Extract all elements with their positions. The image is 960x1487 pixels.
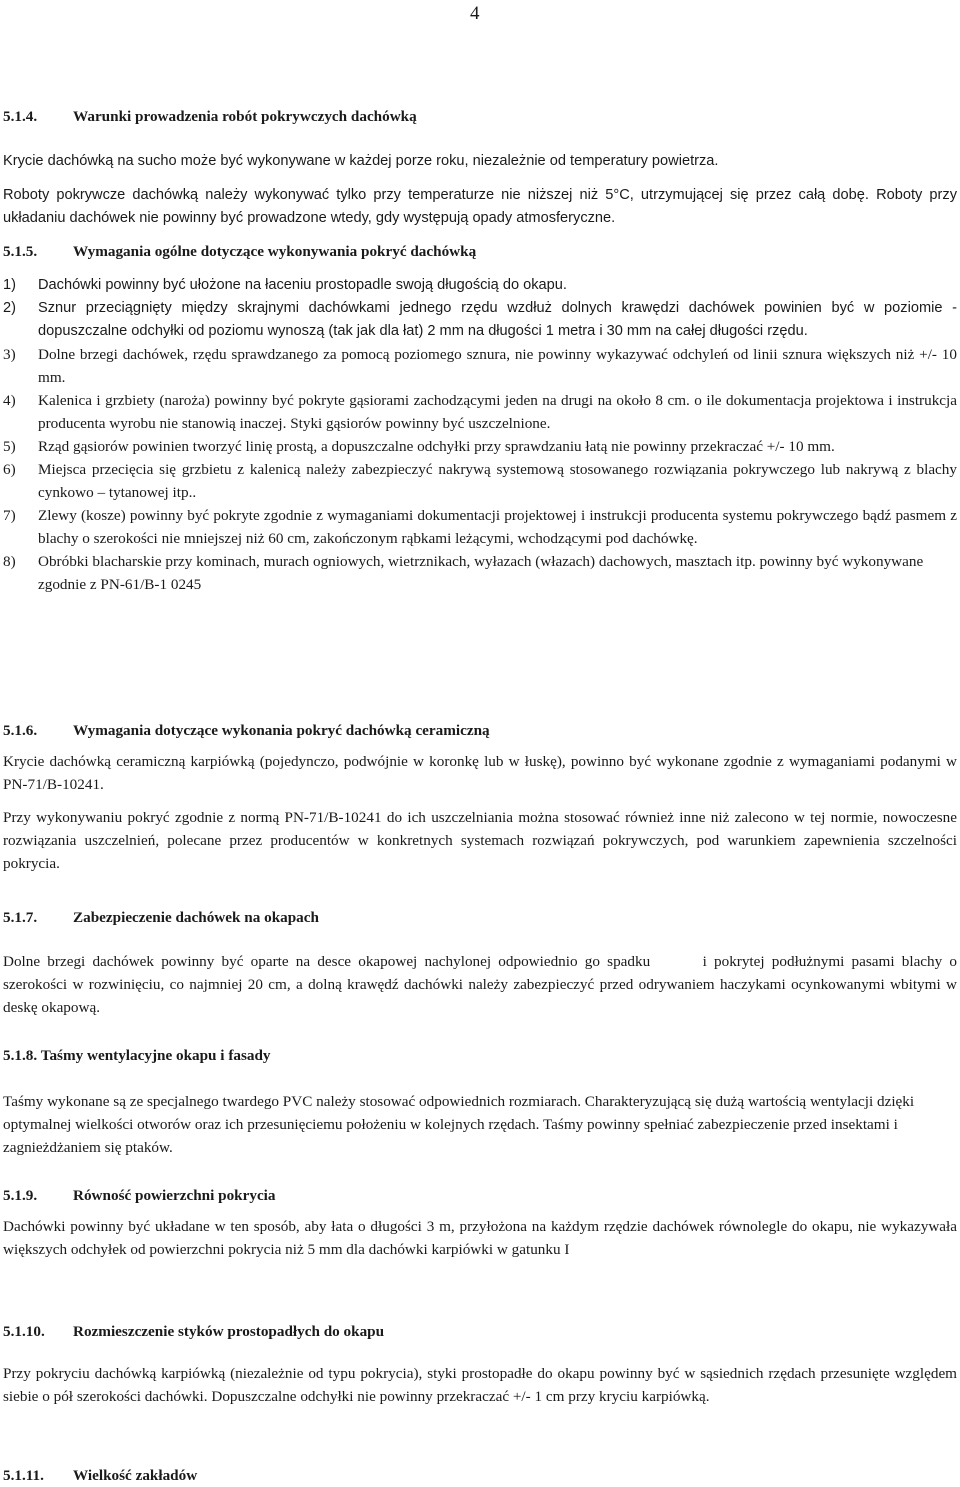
list-item-text: Dachówki powinny być ułożone na łaceniu prostopadle swoją długością do okapu.: [38, 277, 567, 293]
list-item-text: Obróbki blacharskie przy kominach, murach ogniowych, wietrznikach, wyłazach (włazach) dachowych, masztach itp. powinny być wykonywane zgodnie z PN-61/B-1 0245: [38, 553, 924, 593]
list-marker: 2): [3, 300, 16, 316]
paragraph: [3, 184, 957, 230]
list-item-text: Dolne brzegi dachówek, rzędu sprawdzanego za pomocą poziomego sznura, nie powinny wykazywać odchyleń od linii sznura większych niż +/- 10 mm.: [38, 346, 957, 386]
list-item: [3, 274, 957, 297]
list-item-text: Miejsca przecięcia się grzbietu z kalenicą należy zabezpieczyć nakrywą systemową stosowanego rozwiązania pokrywczego lub nakrywą z blachy cynkowo – tytanowej itp..: [38, 461, 957, 501]
paragraph-part: Dolne brzegi dachówek powinny być oparte na desce okapowej nachylonej odpowiednio go spadku: [3, 953, 651, 970]
page-number: 4: [470, 3, 480, 24]
list-item: [3, 435, 957, 458]
section-heading-5-1-11: [3, 1464, 957, 1487]
section-heading-5-1-7: [3, 906, 957, 929]
section-heading-5-1-6: [3, 719, 957, 742]
paragraph: [3, 950, 957, 1019]
paragraph: Przy wykonywaniu pokryć zgodnie z normą PN-71/B-10241 do ich uszczelniania można stosować również inne niż zalecono w tej normie, nowoczesne rozwiązania uszczelnień, polecane przez producentów w konkretnych systemach rozwiązań pokrywczych, pod warunkiem zapewnienia szczelności pokrycia.: [3, 809, 957, 872]
list-item: [3, 343, 957, 389]
paragraph: Przy pokryciu dachówką karpiówką (niezależnie od typu pokrycia), styki prostopadłe do okapu powinny być w sąsiednich rzędach przesunięte względem siebie o pół szerokości dachówki. Dopuszczalne odchyłki nie powinny przekraczać +/- 1 cm przy kryciu karpiówką.: [3, 1365, 957, 1405]
list-item: [3, 550, 957, 596]
list-item: [3, 389, 957, 435]
section-number: 5.1.11.: [3, 1467, 44, 1484]
paragraph-part: i pokrytej podłużnymi pasami blachy o szerokości w rozwinięciu, co najmniej 20 cm, a dolną krawędź dachówki należy zabezpieczyć przed odrywaniem haczykami ocynkowanymi wbitymi w deskę okapową.: [3, 953, 958, 1016]
paragraph-sentence: Roboty przy układaniu dachówek nie powinny być prowadzone wtedy, gdy występują opady atmosferyczne.: [3, 187, 957, 226]
list-marker: 1): [3, 277, 16, 293]
section-heading-5-1-10: [3, 1320, 957, 1343]
list-marker: 3): [3, 346, 16, 363]
section-number: 5.1.8.: [3, 1047, 38, 1064]
section-heading-5-1-5: [3, 240, 957, 263]
list-item: [3, 504, 957, 550]
paragraph: Dachówki powinny być układane w ten sposób, aby łata o długości 3 m, przyłożona na każdym rzędzie dachówek równolegle do okapu, nie wykazywała większych odchyłek od powierzchni pokrycia niż 5 mm dla dachówki karpiówki w gatunku I: [3, 1218, 957, 1258]
list-item: [3, 458, 957, 504]
section-title: Rozmieszczenie styków prostopadłych do okapu: [73, 1323, 385, 1340]
list-marker: 5): [3, 438, 16, 455]
paragraph-sentence: Roboty pokrywcze dachówką należy wykonywać tylko przy temperaturze nie niższej niż 5°C, utrzymującej się przez całą dobę.: [3, 187, 869, 203]
list-item: [3, 297, 957, 343]
list-marker: 6): [3, 461, 16, 478]
section-number: 5.1.4.: [3, 108, 38, 125]
section-number: 5.1.5.: [3, 243, 38, 260]
list-item-text: Sznur przeciągnięty między skrajnymi dachówkami jednego rzędu wzdłuż dolnych krawędzi dachówek powinien być w poziomie - dopuszczalne odchyłki od poziomu wynoszą (tak jak dla łat) 2 mm na długości 1 metra i 30 mm na całej długości rzędu.: [38, 300, 957, 339]
section-number: 5.1.6.: [3, 722, 38, 739]
section-heading-5-1-9: [3, 1184, 957, 1207]
section-number: 5.1.10.: [3, 1323, 45, 1340]
list-marker: 8): [3, 553, 16, 570]
section-number: 5.1.7.: [3, 909, 38, 926]
list-marker: 7): [3, 507, 16, 524]
section-title: Wielkość zakładów: [73, 1467, 198, 1484]
section-number: 5.1.9.: [3, 1187, 38, 1204]
section-title: Równość powierzchni pokrycia: [73, 1187, 276, 1204]
section-heading-5-1-8: [3, 1044, 957, 1067]
section-title: Warunki prowadzenia robót pokrywczych dachówką: [73, 108, 417, 125]
section-title: Wymagania ogólne dotyczące wykonywania pokryć dachówką: [73, 243, 477, 260]
paragraph: Krycie dachówką na sucho może być wykonywane w każdej porze roku, niezależnie od temperatury powietrza.: [3, 153, 719, 169]
list-item-text: Rząd gąsiorów powinien tworzyć linię prostą, a dopuszczalne odchyłki przy sprawdzaniu łatą nie powinny przekraczać +/- 10 mm.: [38, 438, 835, 455]
requirements-list: [3, 274, 957, 596]
paragraph: Taśmy wykonane są ze specjalnego twardego PVC należy stosować odpowiednich rozmiarach. Charakteryzującą się dużą wartością wentylacji dzięki optymalnej wielkości otworów oraz ich przesunięciemu położeniu w kolejnych rzędach. Taśmy powinny spełniać zabezpieczenie przed insektami i zagnieżdżaniem się ptaków.: [3, 1093, 915, 1156]
section-heading-5-1-4: [3, 105, 957, 128]
list-item-text: Zlewy (kosze) powinny być pokryte zgodnie z wymaganiami dokumentacji projektowej i instrukcji producenta systemu pokrywczego bądź pasmem z blachy o szerokości nie mniejszej niż 60 cm, zakończonym rąbkami leżącymi, wchodzącymi pod dachówkę.: [38, 507, 957, 547]
section-title: Wymagania dotyczące wykonania pokryć dachówką ceramiczną: [73, 722, 490, 739]
section-title: Zabezpieczenie dachówek na okapach: [73, 909, 319, 926]
paragraph: Krycie dachówką ceramiczną karpiówką (pojedynczo, podwójnie w koronkę lub w łuskę), powinno być wykonane zgodnie z wymaganiami podanymi w PN-71/B-10241.: [3, 753, 957, 793]
section-title: Taśmy wentylacyjne okapu i fasady: [40, 1047, 271, 1064]
list-marker: 4): [3, 392, 16, 409]
list-item-text: Kalenica i grzbiety (naroża) powinny być pokryte gąsiorami zachodzącymi jeden na drugi na około 8 cm. o ile dokumentacja projektowa i instrukcja producenta wyrobu nie stanowią inaczej. Styki gąsiorów powinny być uszczelnione.: [38, 392, 957, 432]
